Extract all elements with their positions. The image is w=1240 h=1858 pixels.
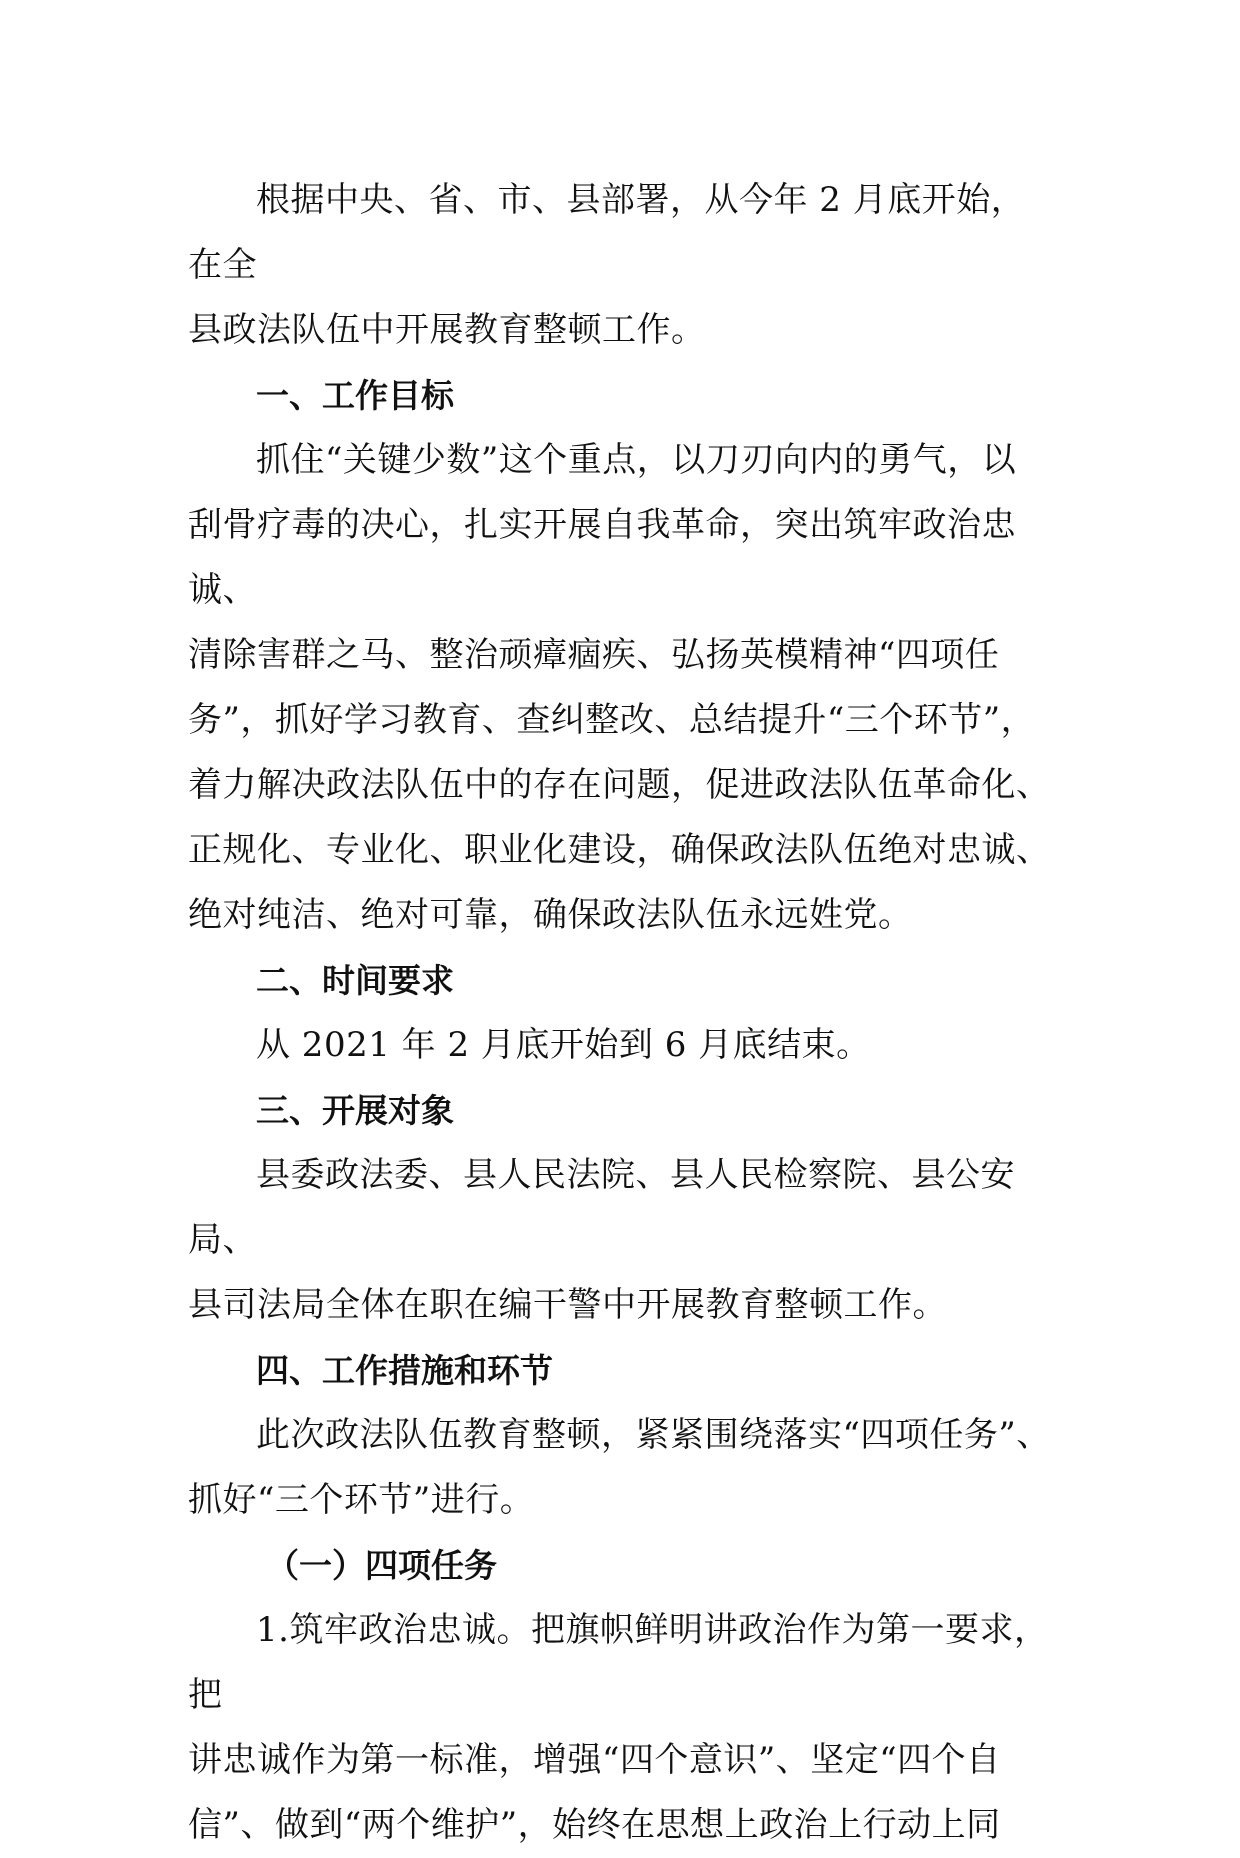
targets-paragraph [188, 1143, 1058, 1338]
text-line: 正规化、专业化、职业化建设，确保政法队伍绝对忠诚、 [188, 830, 1051, 870]
subsection-heading-four-tasks: （一）四项任务 [266, 1546, 497, 1585]
text-line: 抓好“三个环节”进行。 [188, 1480, 535, 1520]
text-line: 着力解决政法队伍中的存在问题，促进政法队伍革命化、 [188, 765, 1051, 805]
text-line: 县司法局全体在职在编干警中开展教育整顿工作。 [188, 1285, 947, 1325]
task1-paragraph [188, 1598, 1058, 1858]
text-line: 县委政法委、县人民法院、县人民检察院、县公安局、 [188, 1155, 1015, 1260]
measures-paragraph [188, 1403, 1058, 1533]
text-line: 绝对纯洁、绝对可靠，确保政法队伍永远姓党。 [188, 895, 913, 935]
section-heading-targets: 三、开展对象 [256, 1091, 454, 1130]
goals-paragraph [188, 428, 1058, 948]
text-line: 根据中央、省、市、县部署，从今年 2 月底开始，在全 [188, 180, 1026, 285]
text-line: 刮骨疗毒的决心，扎实开展自我革命，突出筑牢政治忠诚、 [188, 505, 1016, 610]
text-line: 讲忠诚作为第一标准，增强“四个意识”、坚定“四个自 [188, 1740, 1001, 1780]
text-line: 从 2021 年 2 月底开始到 6 月底结束。 [256, 1025, 871, 1065]
text-line: 此次政法队伍教育整顿，紧紧围绕落实“四项任务”、 [256, 1415, 1051, 1455]
text-line: 县政法队伍中开展教育整顿工作。 [188, 310, 706, 350]
text-line: 信”、做到“两个维护”，始终在思想上政治上行动上同 [188, 1805, 1001, 1845]
time-paragraph [188, 1013, 1058, 1078]
text-line: 清除害群之马、整治顽瘴痼疾、弘扬英模精神“四项任 [188, 635, 1000, 675]
text-line: 抓住“关键少数”这个重点，以刀刃向内的勇气，以 [256, 440, 1017, 480]
text-line: 务”，抓好学习教育、查纠整改、总结提升“三个环节”， [188, 700, 1036, 740]
section-heading-goals: 一、工作目标 [256, 376, 454, 415]
text-line: 1.筑牢政治忠诚。把旗帜鲜明讲政治作为第一要求，把 [188, 1610, 1049, 1715]
section-heading-time: 二、时间要求 [256, 961, 454, 1000]
intro-paragraph [188, 168, 1058, 363]
document-page [188, 168, 1058, 1858]
section-heading-measures: 四、工作措施和环节 [256, 1351, 553, 1390]
